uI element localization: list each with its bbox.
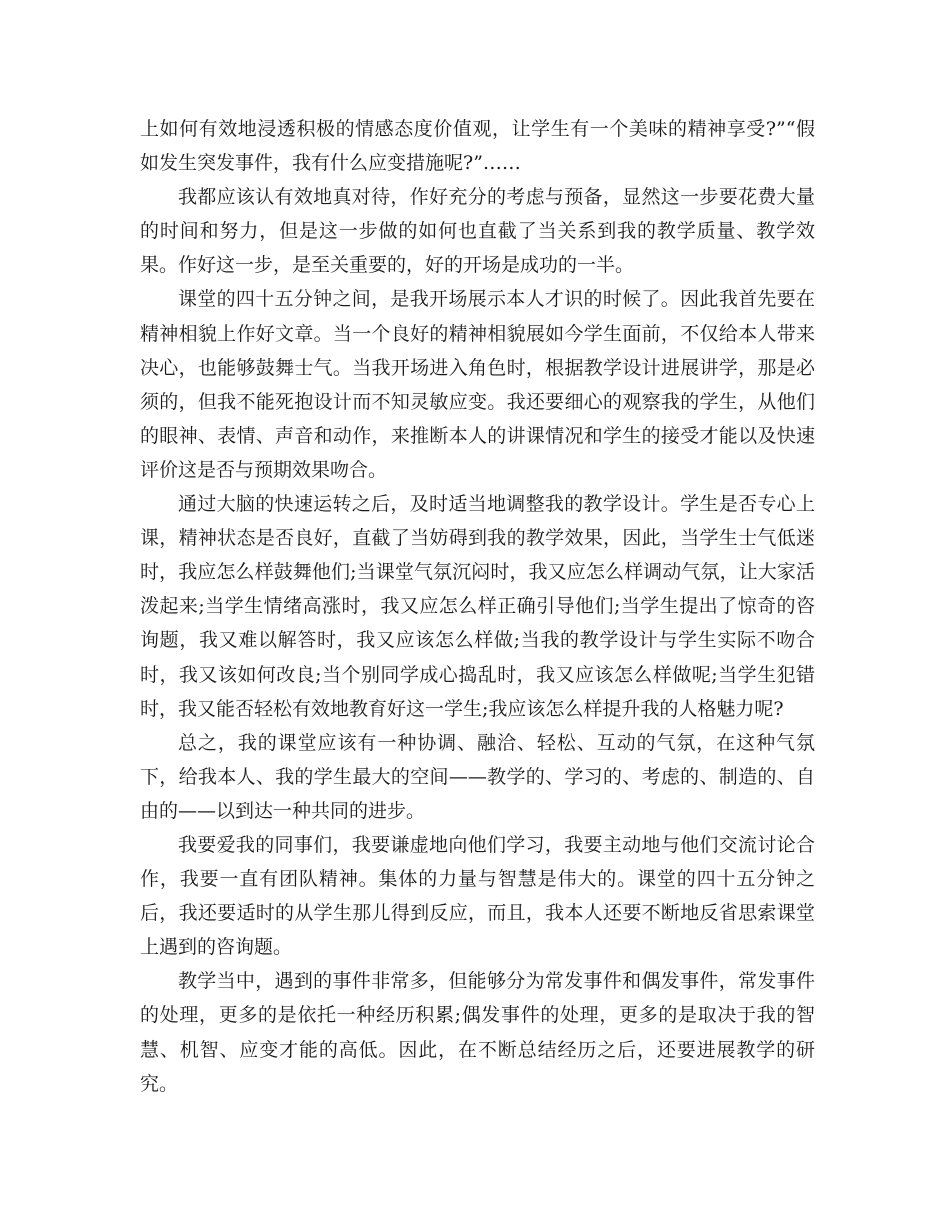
paragraph-4: 通过大脑的快速运转之后，及时适当地调整我的教学设计。学生是否专心上课，精神状态是否良好，直截了当妨碍到我的教学效果，因此，当学生士气低迷时，我应怎么样鼓舞他们;当课堂气氛沉闷时，我又应怎么样调动气氛，让大家活泼起来;当学生情绪高涨时，我又应怎么样正确引导他们;当学生提出了惊奇的咨询题，我又难以解答时，我又应该怎么样做;当我的教学设计与学生实际不吻合时，我又该如何改良;当个别同学成心捣乱时，我又应该怎么样做呢;当学生犯错时，我又能否轻松有效地教育好这一学生;我应该怎么样提升我的人格魅力呢?	[140, 493, 815, 720]
document-body	[140, 112, 815, 1101]
paragraph-3: 课堂的四十五分钟之间，是我开场展示本人才识的时候了。因此我首先要在精神相貌上作好文章。当一个良好的精神相貌展如今学生面前，不仅给本人带来决心，也能够鼓舞士气。当我开场进入角色时，根据教学设计进展讲学，那是必须的，但我不能死抱设计而不知灵敏应变。我还要细心的观察我的学生，从他们的眼神、表情、声音和动作，来推断本人的讲课情况和学生的接受才能以及快速评价这是否与预期效果吻合。	[140, 288, 815, 481]
paragraph-2: 我都应该认有效地真对待，作好充分的考虑与预备，显然这一步要花费大量的时间和努力，但是这一步做的如何也直截了当关系到我的教学质量、教学效果。作好这一步，是至关重要的，好的开场是成功的一半。	[140, 186, 815, 277]
paragraph-6: 我要爱我的同事们，我要谦虚地向他们学习，我要主动地与他们交流讨论合作，我要一直有团队精神。集体的力量与智慧是伟大的。课堂的四十五分钟之后，我还要适时的从学生那儿得到反应，而且，我本人还要不断地反省思索课堂上遇到的咨询题。	[140, 833, 815, 959]
paragraph-5: 总之，我的课堂应该有一种协调、融洽、轻松、互动的气氛，在这种气氛下，给我本人、我的学生最大的空间——教学的、学习的、考虑的、制造的、自由的——以到达一种共同的进步。	[140, 731, 815, 822]
paragraph-7: 教学当中，遇到的事件非常多，但能够分为常发事件和偶发事件，常发事件的处理，更多的是依托一种经历积累;偶发事件的处理，更多的是取决于我的智慧、机智、应变才能的高低。因此，在不断总结经历之后，还要进展教学的研究。	[140, 970, 815, 1095]
paragraph-1: 上如何有效地浸透积极的情感态度价值观，让学生有一个美味的精神享受?”“假如发生突发事件，我有什么应变措施呢?”……	[140, 118, 815, 175]
